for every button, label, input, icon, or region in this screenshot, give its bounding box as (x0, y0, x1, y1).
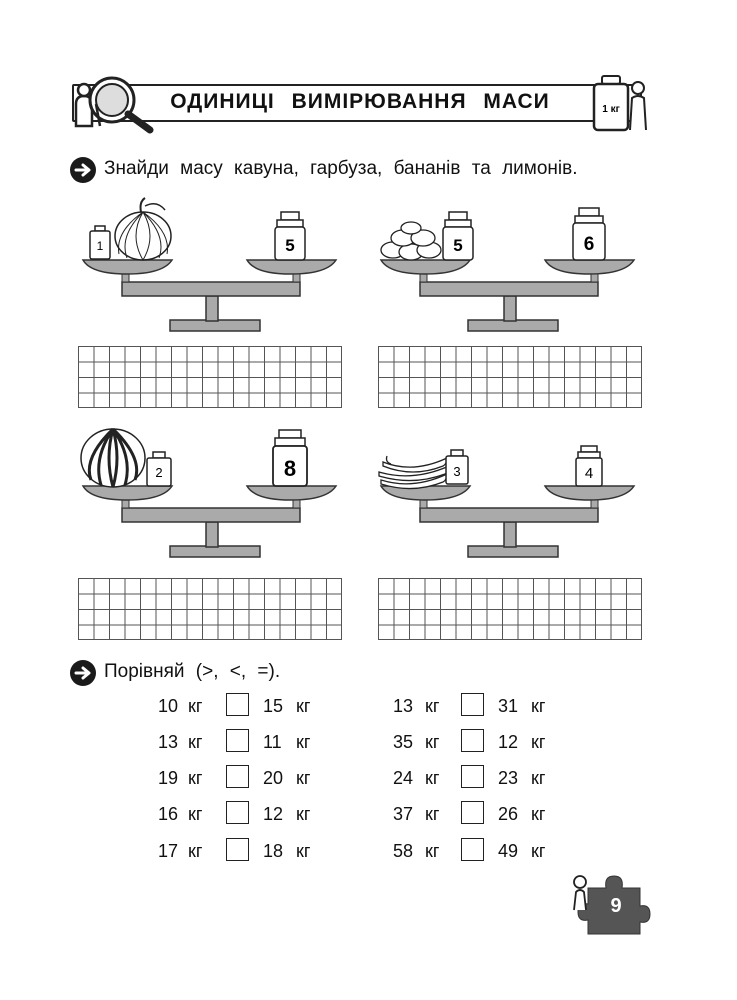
compare-row: 24 кг 23 кг (393, 765, 563, 793)
compare-answer-box[interactable] (461, 729, 484, 752)
arrow-bullet-icon (70, 157, 96, 183)
answer-grid-pumpkin[interactable] (78, 346, 342, 408)
watermelon-icon (81, 429, 145, 487)
weight-2-icon (147, 452, 171, 486)
answer-grid-bananas[interactable] (378, 578, 642, 640)
svg-text:5: 5 (453, 236, 463, 255)
compare-answer-box[interactable] (226, 838, 249, 861)
compare-answer-box[interactable] (461, 693, 484, 716)
svg-text:6: 6 (583, 234, 595, 255)
svg-text:4: 4 (584, 465, 594, 482)
scale-lemons (373, 192, 648, 337)
compare-row: 58 кг 49 кг (393, 838, 563, 866)
weight-kg-icon (590, 72, 650, 134)
compare-answer-box[interactable] (461, 765, 484, 788)
compare-answer-box[interactable] (226, 765, 249, 788)
bananas-icon (379, 456, 449, 489)
compare-row: 16 кг 12 кг (158, 801, 328, 829)
answer-grid-lemons[interactable] (378, 346, 642, 408)
compare-answer-box[interactable] (226, 729, 249, 752)
weight-5-icon (443, 212, 473, 260)
lemons-icon (381, 222, 441, 260)
svg-text:2: 2 (155, 465, 163, 480)
compare-row: 17 кг 18 кг (158, 838, 328, 866)
page-number: 9 (610, 895, 622, 917)
compare-answer-box[interactable] (461, 801, 484, 824)
weight-4-icon (576, 446, 602, 486)
compare-answer-box[interactable] (226, 801, 249, 824)
compare-row: 13 кг 31 кг (393, 693, 563, 721)
weight-kg-label: 1 кг (602, 104, 620, 115)
svg-text:5: 5 (285, 236, 295, 255)
weight-5-icon (275, 212, 305, 260)
page-title: ОДИНИЦІ ВИМІРЮВАННЯ МАСИ (170, 90, 550, 113)
compare-row: 35 кг 12 кг (393, 729, 563, 757)
compare-row: 19 кг 20 кг (158, 765, 328, 793)
svg-text:1: 1 (96, 239, 104, 253)
task2-instruction: Порівняй (>, <, =). (104, 661, 281, 682)
compare-answer-box[interactable] (461, 838, 484, 861)
weight-3-icon (446, 450, 468, 484)
weight-6-icon (573, 208, 605, 260)
answer-grid-watermelon[interactable] (78, 578, 342, 640)
arrow-bullet-icon (70, 660, 96, 686)
scale-watermelon (75, 418, 345, 563)
scale-bananas (373, 418, 648, 563)
pumpkin-icon (115, 198, 171, 260)
compare-row: 37 кг 26 кг (393, 801, 563, 829)
weight-8-icon (273, 430, 307, 486)
scale-pumpkin (75, 192, 345, 337)
svg-text:8: 8 (283, 456, 297, 481)
task1-instruction: Знайди масу кавуна, гарбуза, бананів та лимонів. (104, 158, 578, 179)
compare-row: 13 кг 11 кг (158, 729, 328, 757)
svg-text:3: 3 (453, 464, 461, 479)
compare-answer-box[interactable] (226, 693, 249, 716)
compare-row: 10 кг 15 кг (158, 693, 328, 721)
weight-1-icon (90, 226, 110, 259)
